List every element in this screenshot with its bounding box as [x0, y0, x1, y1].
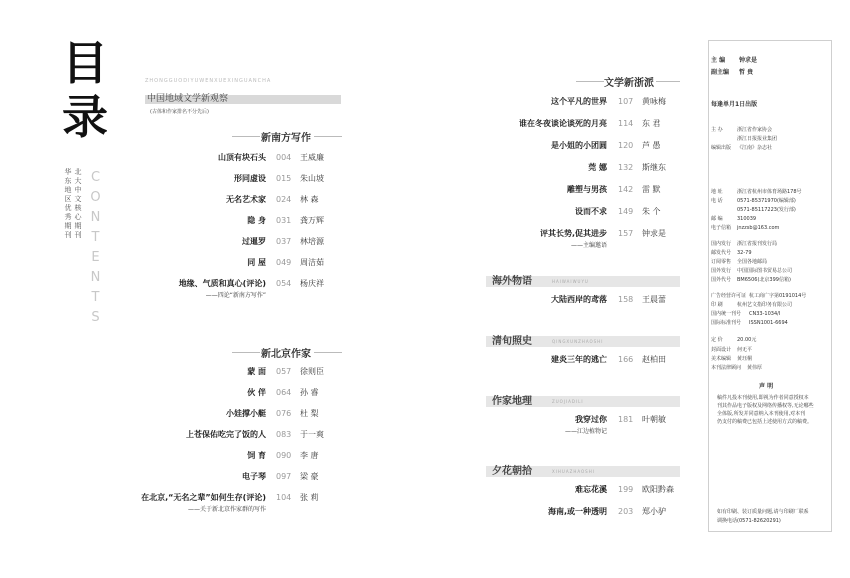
- legal-counsel-value: 黄伟厚: [747, 365, 763, 371]
- entry-page: 097: [276, 472, 292, 481]
- section-rule-right: [314, 136, 342, 137]
- toc-entry[interactable]: [0, 184, 661, 196]
- foreign-label: 国外发行: [711, 268, 732, 274]
- entry-page: 203: [618, 507, 634, 516]
- cn-label: 国内统一刊号: [711, 311, 742, 317]
- art-editor-value: 黄珏桐: [737, 356, 753, 362]
- foreign-code-value: BM6506(北京399信箱): [737, 277, 791, 283]
- entry-subtitle: ——江边植物记: [564, 428, 607, 435]
- entry-author: 黄咏梅: [642, 97, 666, 106]
- page-title-char-2: 录: [62, 90, 108, 144]
- side-label-core: 北大中文核心期刊: [74, 168, 82, 239]
- entry-page: 015: [276, 174, 292, 183]
- entry-title: 山顶有块石头: [218, 153, 266, 162]
- entry-author: 赵柏田: [642, 355, 666, 364]
- issn-value: ISSN1001-6694: [749, 320, 788, 326]
- deputy-label: 副主编: [711, 69, 730, 76]
- entry-page: 132: [618, 163, 634, 172]
- entry-page: 054: [276, 279, 292, 288]
- entry-title: 是小姐的小团圆: [551, 141, 607, 150]
- toc-entry[interactable]: [0, 366, 324, 378]
- toc-entry[interactable]: [0, 228, 666, 240]
- toc-entry[interactable]: [0, 162, 666, 174]
- toc-entry[interactable]: [0, 294, 666, 306]
- column-pinyin: XIHUAZHAOSHI: [552, 469, 595, 474]
- entry-author: 杜 梨: [300, 409, 319, 418]
- entry-page: 037: [276, 237, 292, 246]
- entry-author: 李 唐: [300, 451, 319, 460]
- entry-subtitle: ——主编邀语: [570, 242, 607, 249]
- editor-label: 主 编: [711, 57, 726, 64]
- entry-author: 欧阳黔森: [642, 485, 674, 494]
- entry-author: 雷 默: [642, 185, 661, 194]
- entry-title: 这个平凡的世界: [551, 97, 607, 106]
- column-label: 夕花朝拾: [492, 466, 532, 477]
- entry-author: 东 君: [642, 119, 661, 128]
- ad-license-label: 广告经营许可证: [711, 293, 747, 299]
- postal-code-value: 32-79: [737, 250, 752, 256]
- entry-title: 饲 育: [247, 451, 266, 460]
- toc-entry[interactable]: [0, 278, 324, 290]
- entry-page: 064: [276, 388, 292, 397]
- entry-title: 莞 娜: [588, 163, 607, 172]
- column-label: 海外物语: [492, 276, 532, 287]
- phone-value-1: 0571-85371970(编辑部): [737, 198, 796, 204]
- entry-author: 于一爽: [300, 430, 324, 439]
- entry-author: 朱 个: [642, 207, 661, 216]
- notice-line: 全体版,所发并同意纳入本刊使用,对本刊: [717, 411, 806, 417]
- column-pinyin: HAIWAIWUYU: [552, 279, 589, 284]
- postcode-value: 310039: [737, 216, 757, 222]
- entry-author: 杨庆祥: [300, 279, 324, 288]
- entry-author: 梁 豪: [300, 472, 319, 481]
- entry-title: 小娃撑小艇: [226, 409, 266, 418]
- issn-label: 国际标准刊号: [711, 320, 742, 326]
- entry-author: 钟求是: [642, 229, 666, 238]
- footer-line: 如有印刷、装订质量问题,请与印刷厂联系: [717, 509, 809, 515]
- foreign-code-label: 国外代号: [711, 277, 732, 283]
- column-pinyin: QINGXUNZHAOSHI: [552, 339, 604, 344]
- toc-entry[interactable]: [0, 450, 319, 462]
- section-rule-right: [314, 352, 342, 353]
- order-label: 订阅零售: [711, 259, 732, 265]
- entry-author: 林 森: [300, 195, 319, 204]
- entry-author: 芦 愚: [642, 141, 661, 150]
- entry-title: 过暹罗: [242, 237, 266, 246]
- entry-title: 电子琴: [242, 472, 266, 481]
- entry-page: 149: [618, 207, 634, 216]
- entry-title: 海南,或一种透明: [547, 507, 607, 516]
- cover-design-value: 何无平: [737, 347, 753, 353]
- host-label: 主 办: [711, 127, 723, 133]
- side-label-east: 华东地区优秀期刊: [64, 168, 72, 239]
- entry-title: 同 屋: [247, 258, 266, 267]
- entry-title: 雕塑与男孩: [567, 185, 607, 194]
- section-rule-right: [656, 81, 680, 82]
- toc-entry[interactable]: [0, 387, 319, 399]
- section-heading-zhejiang: 文学新浙派: [604, 78, 654, 89]
- address-value: 浙江省杭州市体育场路178号: [737, 189, 802, 195]
- toc-entry[interactable]: [0, 471, 319, 483]
- toc-entry[interactable]: [0, 257, 324, 269]
- cn-value: CN33-1034/I: [749, 311, 781, 317]
- entry-subtitle: ——四论“新南方写作”: [205, 292, 266, 299]
- entry-author: 孙 睿: [300, 388, 319, 397]
- entry-author: 林培源: [300, 237, 324, 246]
- entry-author: 张 莉: [300, 493, 319, 502]
- entry-title: 评其长势,促其进步: [539, 229, 607, 238]
- toc-entry[interactable]: [0, 484, 674, 496]
- entry-title: 地缘、气质和真心(评论): [178, 279, 266, 288]
- notice-line: 稿件凡投本刊使用,即视为作者同意授权本: [717, 395, 809, 401]
- order-value: 全国各地邮局: [737, 259, 768, 265]
- entry-page: 031: [276, 216, 292, 225]
- entry-subtitle: ——关于新北京作家群的写作: [187, 506, 266, 513]
- entry-page: 114: [618, 119, 634, 128]
- entry-author: 叶朝敏: [642, 415, 666, 424]
- entry-author: 郑小驴: [642, 507, 666, 516]
- banner-title: 中国地域文学新观察: [147, 94, 229, 104]
- distribution-label: 国内发行: [711, 241, 732, 247]
- phone-value-2: 0571-85117223(发行部): [737, 207, 796, 213]
- entry-page: 076: [276, 409, 292, 418]
- address-label: 地 址: [711, 189, 723, 195]
- entry-title: 在北京,“无名之辈”如何生存(评论): [141, 493, 266, 502]
- entry-page: 199: [618, 485, 634, 494]
- entry-title: 形同虚设: [234, 174, 266, 183]
- sponsor-value: 浙江日报报业集团: [737, 136, 778, 142]
- entry-page: 157: [618, 229, 634, 238]
- entry-title: 蒙 面: [247, 367, 266, 376]
- toc-entry[interactable]: [0, 506, 666, 518]
- entry-page: 004: [276, 153, 292, 162]
- toc-entry[interactable]: [0, 140, 661, 152]
- entry-title: 设而不求: [575, 207, 607, 216]
- entry-page: 024: [276, 195, 292, 204]
- entry-author: 龚万辉: [300, 216, 324, 225]
- host-value: 浙江省作家协会: [737, 127, 773, 133]
- entry-title: 大陆西岸的鸢落: [551, 295, 607, 304]
- printer-value: 杭州艺文指印务有限公司: [737, 302, 793, 308]
- notice-line: 仍支付的稿费已包括上述使用方式的稿费。: [717, 419, 813, 425]
- editor-name: 钟求是: [739, 57, 758, 64]
- entry-title: 伙 伴: [247, 388, 266, 397]
- entry-page: 120: [618, 141, 634, 150]
- cover-design-label: 封面设计: [711, 347, 732, 353]
- edit-value: 《江南》杂志社: [737, 145, 773, 151]
- issue-note: 每逢单月1日出版: [711, 101, 758, 108]
- entry-author: 斯继东: [642, 163, 666, 172]
- entry-page: 142: [618, 185, 634, 194]
- page-title-char-1: 目: [62, 36, 108, 90]
- entry-page: 104: [276, 493, 292, 502]
- entry-author: 朱山坡: [300, 174, 324, 183]
- masthead-panel: [708, 40, 832, 532]
- entry-title: 谁在冬夜谈论谈死的月亮: [519, 119, 607, 128]
- price-value: 20.00元: [737, 337, 757, 343]
- entry-page: 158: [618, 295, 634, 304]
- banner-pinyin: ZHONGGUODIYUWENXUEXINGUANCHA: [145, 78, 272, 84]
- entry-author: 周洁茹: [300, 258, 324, 267]
- phone-label: 电 话: [711, 198, 723, 204]
- edit-label: 编辑出版: [711, 145, 732, 151]
- price-label: 定 价: [711, 337, 723, 343]
- entry-author: 王威廉: [300, 153, 324, 162]
- entry-page: 107: [618, 97, 634, 106]
- entry-title: 建炎三年的逃亡: [551, 355, 607, 364]
- legal-counsel-label: 本刊法律顾问: [711, 365, 742, 371]
- column-label: 清旬照史: [492, 336, 532, 347]
- art-editor-label: 美术编辑: [711, 356, 732, 362]
- deputy-name: 哲 贵: [739, 69, 754, 76]
- email-label: 电子信箱: [711, 225, 732, 231]
- toc-entry[interactable]: [0, 414, 666, 426]
- entry-page: 057: [276, 367, 292, 376]
- toc-entry[interactable]: [0, 118, 661, 130]
- column-label: 作家地理: [492, 396, 532, 407]
- toc-entry[interactable]: [0, 354, 666, 366]
- section-heading-south: 新南方写作: [261, 133, 311, 144]
- entry-page: 083: [276, 430, 292, 439]
- toc-entry[interactable]: [0, 96, 666, 108]
- entry-title: 难忘花溪: [575, 485, 607, 494]
- entry-page: 049: [276, 258, 292, 267]
- banner-note: (古体和作家排名不分先后): [150, 109, 209, 115]
- contents-vertical-text: CONTENTS: [90, 170, 102, 325]
- section-heading-beijing: 新北京作家: [261, 349, 311, 360]
- postal-code-label: 邮发代号: [711, 250, 732, 256]
- ad-license-value: 杭工商广字第0191014号: [749, 293, 807, 299]
- toc-entry[interactable]: [0, 206, 661, 218]
- entry-title: 我穿过你: [575, 415, 607, 424]
- entry-page: 181: [618, 415, 634, 424]
- notice-title: 声 明: [759, 383, 774, 390]
- entry-title: 隐 身: [247, 216, 266, 225]
- printer-label: 印 刷: [711, 302, 723, 308]
- column-pinyin: ZUOJIADILI: [552, 399, 584, 404]
- distribution-value: 浙江省报刊发行局: [737, 241, 778, 247]
- foreign-value: 中国国际图书贸易总公司: [737, 268, 793, 274]
- entry-title: 上苍保佑吃完了饭的人: [186, 430, 266, 439]
- notice-line: 刊其作品电子版权及网络传播权等,无论哪些: [717, 403, 814, 409]
- entry-page: 090: [276, 451, 292, 460]
- entry-page: 166: [618, 355, 634, 364]
- entry-author: 王晨蕾: [642, 295, 666, 304]
- entry-author: 徐则臣: [300, 367, 324, 376]
- email-value: jnzzsb@163.com: [737, 225, 780, 231]
- postcode-label: 邮 编: [711, 216, 723, 222]
- entry-title: 无名艺术家: [226, 195, 266, 204]
- footer-line: 调换电话(0571-82620291): [717, 518, 781, 524]
